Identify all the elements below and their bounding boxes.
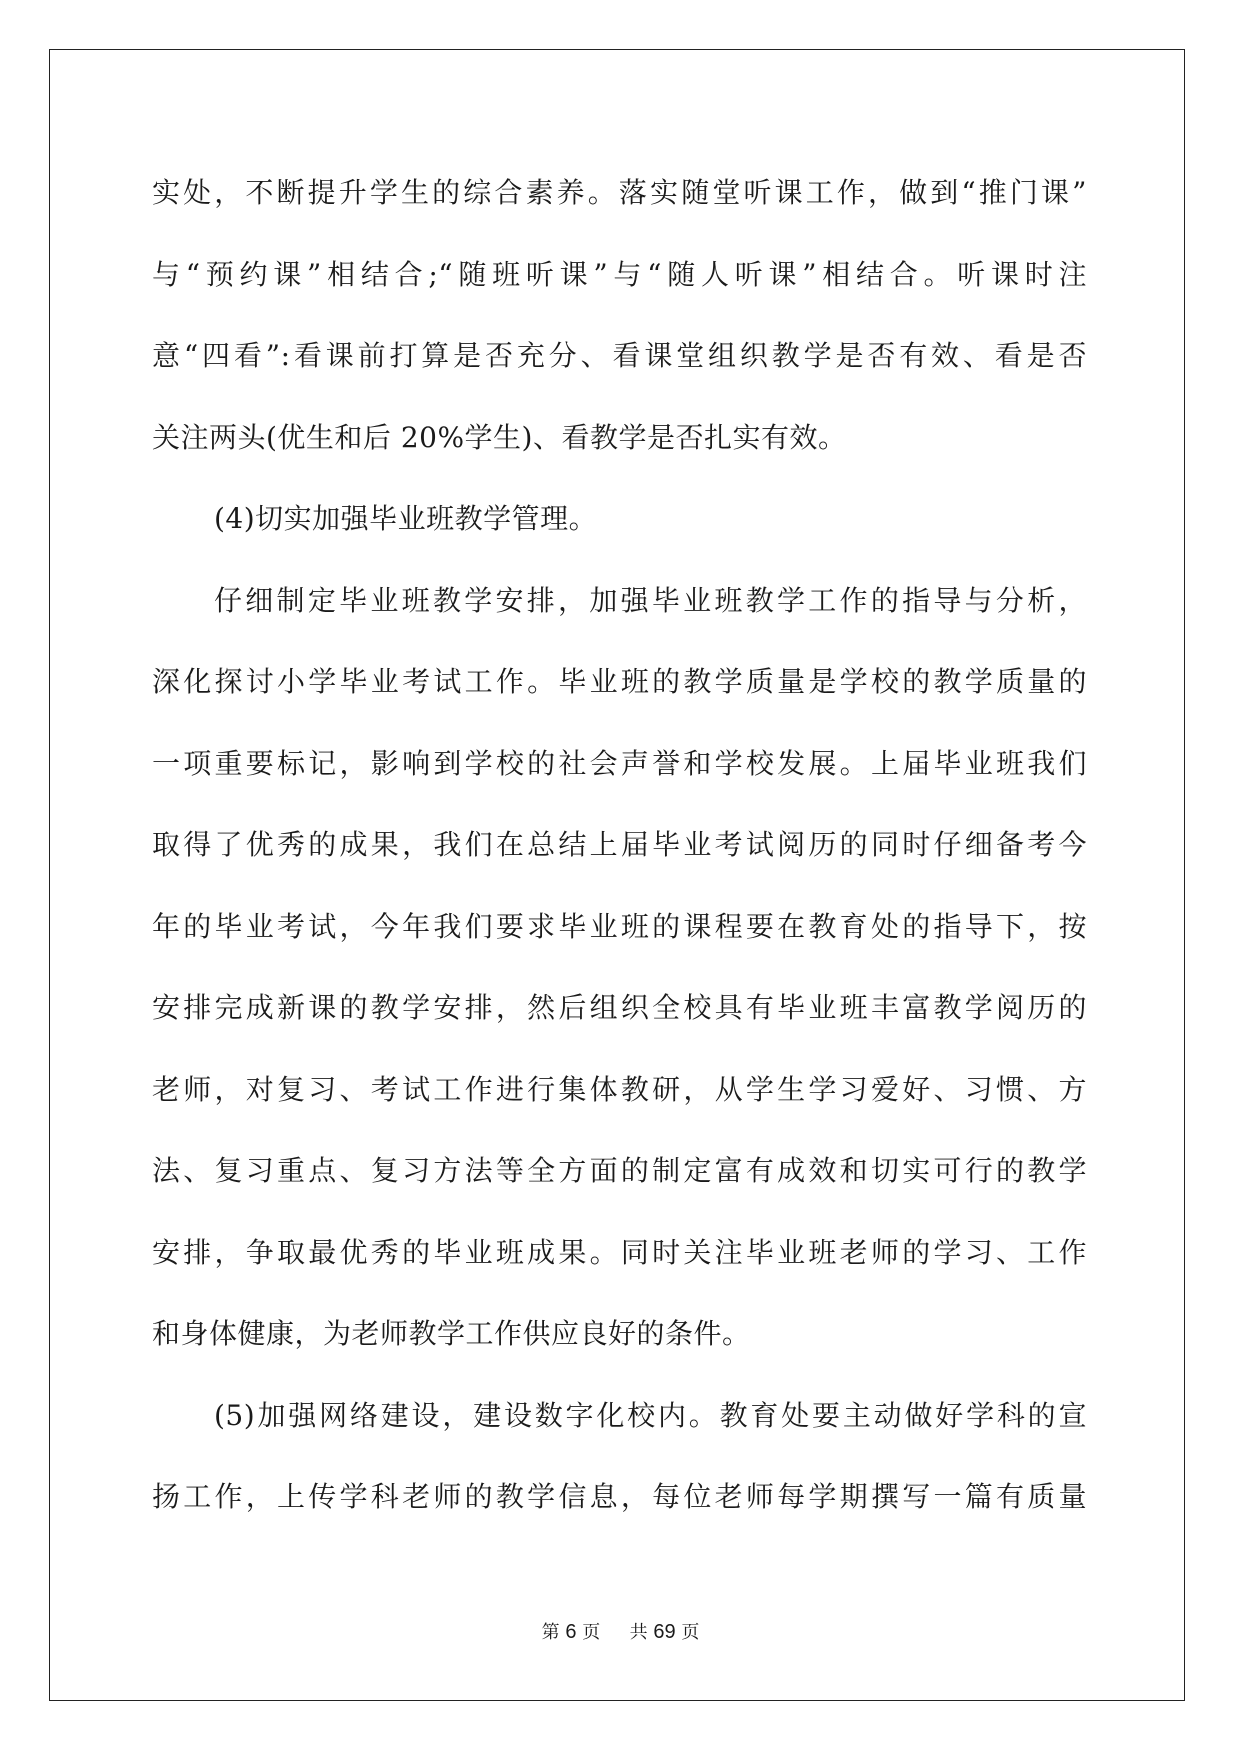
text-line: 一项重要标记，影响到学校的社会声誉和学校发展。上届毕业班我们 [152, 746, 1087, 780]
section-heading: (4)切实加强毕业班教学管理。 [214, 502, 598, 535]
text-line: 扬工作，上传学科老师的教学信息，每位老师每学期撰写一篇有质量 [152, 1480, 1087, 1513]
text-line: 仔细制定毕业班教学安排，加强毕业班教学工作的指导与分析， [214, 583, 1087, 617]
page-number: 6 [565, 1621, 577, 1643]
text-line: 关注两头(优生和后 20%学生)、看教学是否扎实有效。 [152, 420, 847, 454]
total-suffix: 页 [681, 1622, 700, 1643]
total-pages: 69 [653, 1621, 676, 1643]
text-line: 安排，争取最优秀的毕业班成果。同时关注毕业班老师的学习、工作 [152, 1235, 1087, 1269]
text-line: 安排完成新课的教学安排，然后组织全校具有毕业班丰富教学阅历的 [152, 991, 1087, 1024]
total-prefix: 共 [629, 1622, 648, 1643]
page-prefix: 第 [541, 1622, 560, 1643]
text-line: 与“预约课”相结合;“随班听课”与“随人听课”相结合。听课时注 [152, 257, 1087, 291]
text-line: 年的毕业考试，今年我们要求毕业班的课程要在教育处的指导下，按 [152, 909, 1087, 943]
page-footer [0, 1618, 1241, 1644]
text-line: 取得了优秀的成果，我们在总结上届毕业考试阅历的同时仔细备考今 [152, 828, 1087, 861]
text-line: 和身体健康，为老师教学工作供应良好的条件。 [152, 1317, 751, 1350]
text-line: 深化探讨小学毕业考试工作。毕业班的教学质量是学校的教学质量的 [152, 665, 1087, 698]
text-line: 意“四看”:看课前打算是否充分、看课堂组织教学是否有效、看是否 [152, 339, 1087, 372]
page-suffix: 页 [582, 1622, 601, 1643]
text-line: 实处，不断提升学生的综合素养。落实随堂听课工作，做到“推门课” [152, 176, 1087, 209]
document-body [152, 152, 1087, 1538]
text-line: 法、复习重点、复习方法等全方面的制定富有成效和切实可行的教学 [152, 1154, 1087, 1187]
text-line: 老师，对复习、考试工作进行集体教研，从学生学习爱好、习惯、方 [152, 1072, 1087, 1106]
text-line: (5)加强网络建设，建设数字化校内。教育处要主动做好学科的宣 [214, 1398, 1087, 1432]
